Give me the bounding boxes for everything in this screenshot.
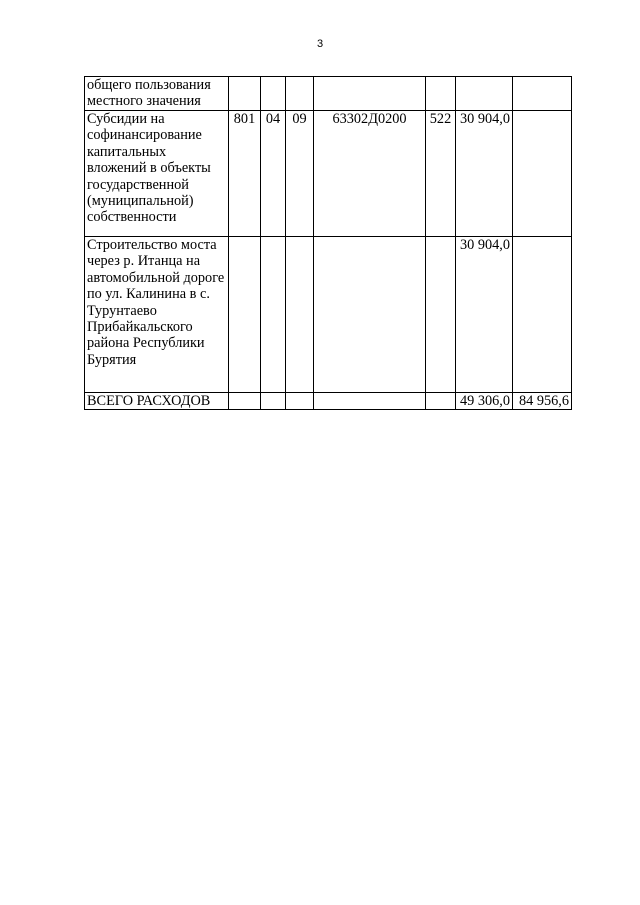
expense-type-cell bbox=[426, 393, 456, 410]
amount-cell-2 bbox=[513, 237, 572, 393]
subsection-code-cell bbox=[286, 237, 314, 393]
section-code-cell bbox=[261, 237, 286, 393]
table-row bbox=[85, 111, 572, 237]
amount-cell-1: 49 306,0 bbox=[456, 393, 513, 410]
subsection-code-cell bbox=[286, 393, 314, 410]
budget-table bbox=[84, 76, 572, 410]
table-row bbox=[85, 77, 572, 111]
row-name-cell: Строительство моста через р. Итанца на автомобильной дороге по ул. Калинина в с. Турунтаево Прибайкальского района Республики Бурятия bbox=[85, 237, 229, 393]
subsection-code-cell: 09 bbox=[286, 111, 314, 237]
target-code-cell: 63302Д0200 bbox=[314, 111, 426, 237]
amount-cell-2 bbox=[513, 77, 572, 111]
section-code-cell bbox=[261, 77, 286, 111]
subsection-code-cell bbox=[286, 77, 314, 111]
section-code-cell: 04 bbox=[261, 111, 286, 237]
target-code-cell bbox=[314, 77, 426, 111]
admin-code-cell bbox=[229, 393, 261, 410]
admin-code-cell: 801 bbox=[229, 111, 261, 237]
amount-cell-1 bbox=[456, 77, 513, 111]
section-code-cell bbox=[261, 393, 286, 410]
amount-cell-1: 30 904,0 bbox=[456, 237, 513, 393]
target-code-cell bbox=[314, 393, 426, 410]
table-row-total bbox=[85, 393, 572, 410]
expense-type-cell: 522 bbox=[426, 111, 456, 237]
table-row bbox=[85, 237, 572, 393]
page-number: 3 bbox=[316, 38, 324, 50]
row-name-cell: общего пользования местного значения bbox=[85, 77, 229, 111]
expense-type-cell bbox=[426, 237, 456, 393]
target-code-cell bbox=[314, 237, 426, 393]
amount-cell-1: 30 904,0 bbox=[456, 111, 513, 237]
expense-type-cell bbox=[426, 77, 456, 111]
admin-code-cell bbox=[229, 237, 261, 393]
row-name-cell: Субсидии на софинансирование капитальных вложений в объекты государственной (муниципальной) собственности bbox=[85, 111, 229, 237]
amount-cell-2: 84 956,6 bbox=[513, 393, 572, 410]
admin-code-cell bbox=[229, 77, 261, 111]
row-name-cell: ВСЕГО РАСХОДОВ bbox=[85, 393, 229, 410]
amount-cell-2 bbox=[513, 111, 572, 237]
